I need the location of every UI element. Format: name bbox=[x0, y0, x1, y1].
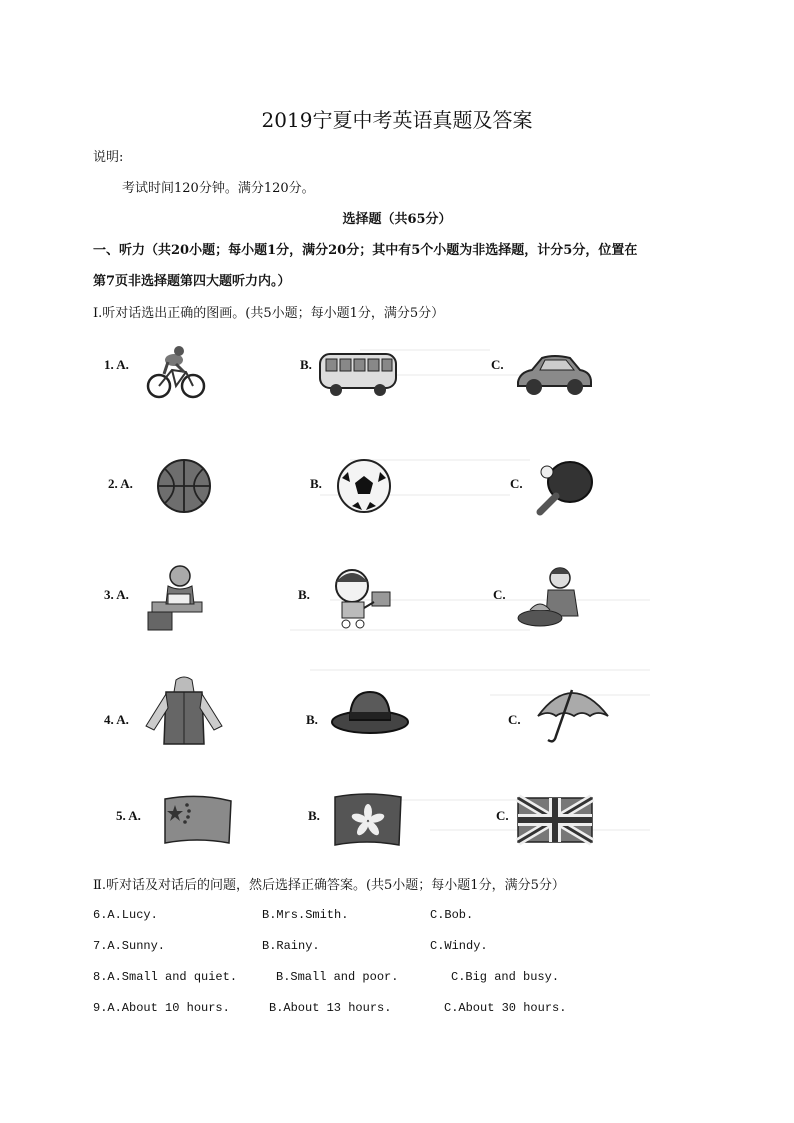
uk-flag-icon bbox=[516, 794, 594, 846]
q8-option-a: 8.A.Small and quiet. bbox=[93, 970, 238, 984]
explain-text: 考试时间120分钟。满分120分。 bbox=[122, 181, 315, 196]
hat-icon bbox=[330, 688, 410, 736]
q3-a-label: 3. A. bbox=[104, 587, 129, 602]
school-bus-icon bbox=[318, 350, 398, 398]
section-title: 选择题（共65分） bbox=[342, 212, 452, 227]
umbrella-icon bbox=[534, 684, 610, 746]
explain-label: 说明: bbox=[93, 150, 124, 165]
part1-instructions-line2: 第7页非选择题第四大题听力内。） bbox=[93, 274, 291, 289]
q1-a-label: 1. A. bbox=[104, 357, 129, 372]
q9-option-a: 9.A.About 10 hours. bbox=[93, 1001, 230, 1015]
q4-a-label: 4. A. bbox=[104, 712, 129, 727]
car-icon bbox=[514, 352, 594, 398]
china-flag-icon bbox=[163, 795, 233, 847]
subsection-1-title: Ⅰ.听对话选出正确的图画。(共5小题；每小题1分，满分5分） bbox=[93, 306, 445, 321]
q5-b-label: B. bbox=[308, 808, 320, 823]
basketball-icon bbox=[156, 458, 212, 514]
q1-c-label: C. bbox=[491, 357, 504, 372]
q5-a-label: 5. A. bbox=[116, 808, 141, 823]
q6-option-c: C.Bob. bbox=[430, 908, 474, 922]
q9-option-c: C.About 30 hours. bbox=[444, 1001, 567, 1015]
boy-cleaning-icon bbox=[516, 564, 588, 632]
q6-option-b: B.Mrs.Smith. bbox=[262, 908, 349, 922]
q7-option-b: B.Rainy. bbox=[262, 939, 320, 953]
q5-c-label: C. bbox=[496, 808, 509, 823]
q3-c-label: C. bbox=[493, 587, 506, 602]
ping-pong-paddle-icon bbox=[532, 458, 596, 516]
q2-b-label: B. bbox=[310, 476, 322, 491]
q7-option-c: C.Windy. bbox=[430, 939, 488, 953]
q4-b-label: B. bbox=[306, 712, 318, 727]
coat-icon bbox=[142, 676, 226, 746]
cyclist-icon bbox=[146, 342, 206, 402]
soccer-ball-icon bbox=[336, 458, 392, 514]
q8-option-c: C.Big and busy. bbox=[451, 970, 560, 984]
subsection-2-title: Ⅱ.听对话及对话后的问题，然后选择正确答案。(共5小题；每小题1分，满分5分） bbox=[93, 878, 565, 893]
q4-c-label: C. bbox=[508, 712, 521, 727]
q7-option-a: 7.A.Sunny. bbox=[93, 939, 166, 953]
q1-b-label: B. bbox=[300, 357, 312, 372]
page-title: 2019宁夏中考英语真题及答案 bbox=[261, 108, 533, 132]
boy-with-cart-icon bbox=[322, 566, 398, 632]
q9-option-b: B.About 13 hours. bbox=[269, 1001, 392, 1015]
q2-a-label: 2. A. bbox=[108, 476, 133, 491]
part1-instructions-line1: 一、听力（共20小题；每小题1分，满分20分；其中有5个小题为非选择题，计分5分，位置在 bbox=[93, 243, 638, 258]
q2-c-label: C. bbox=[510, 476, 523, 491]
q8-option-b: B.Small and poor. bbox=[276, 970, 399, 984]
q6-option-a: 6.A.Lucy. bbox=[93, 908, 158, 922]
q3-b-label: B. bbox=[298, 587, 310, 602]
reading-man-icon bbox=[144, 562, 210, 632]
hong-kong-flag-icon bbox=[333, 791, 403, 849]
